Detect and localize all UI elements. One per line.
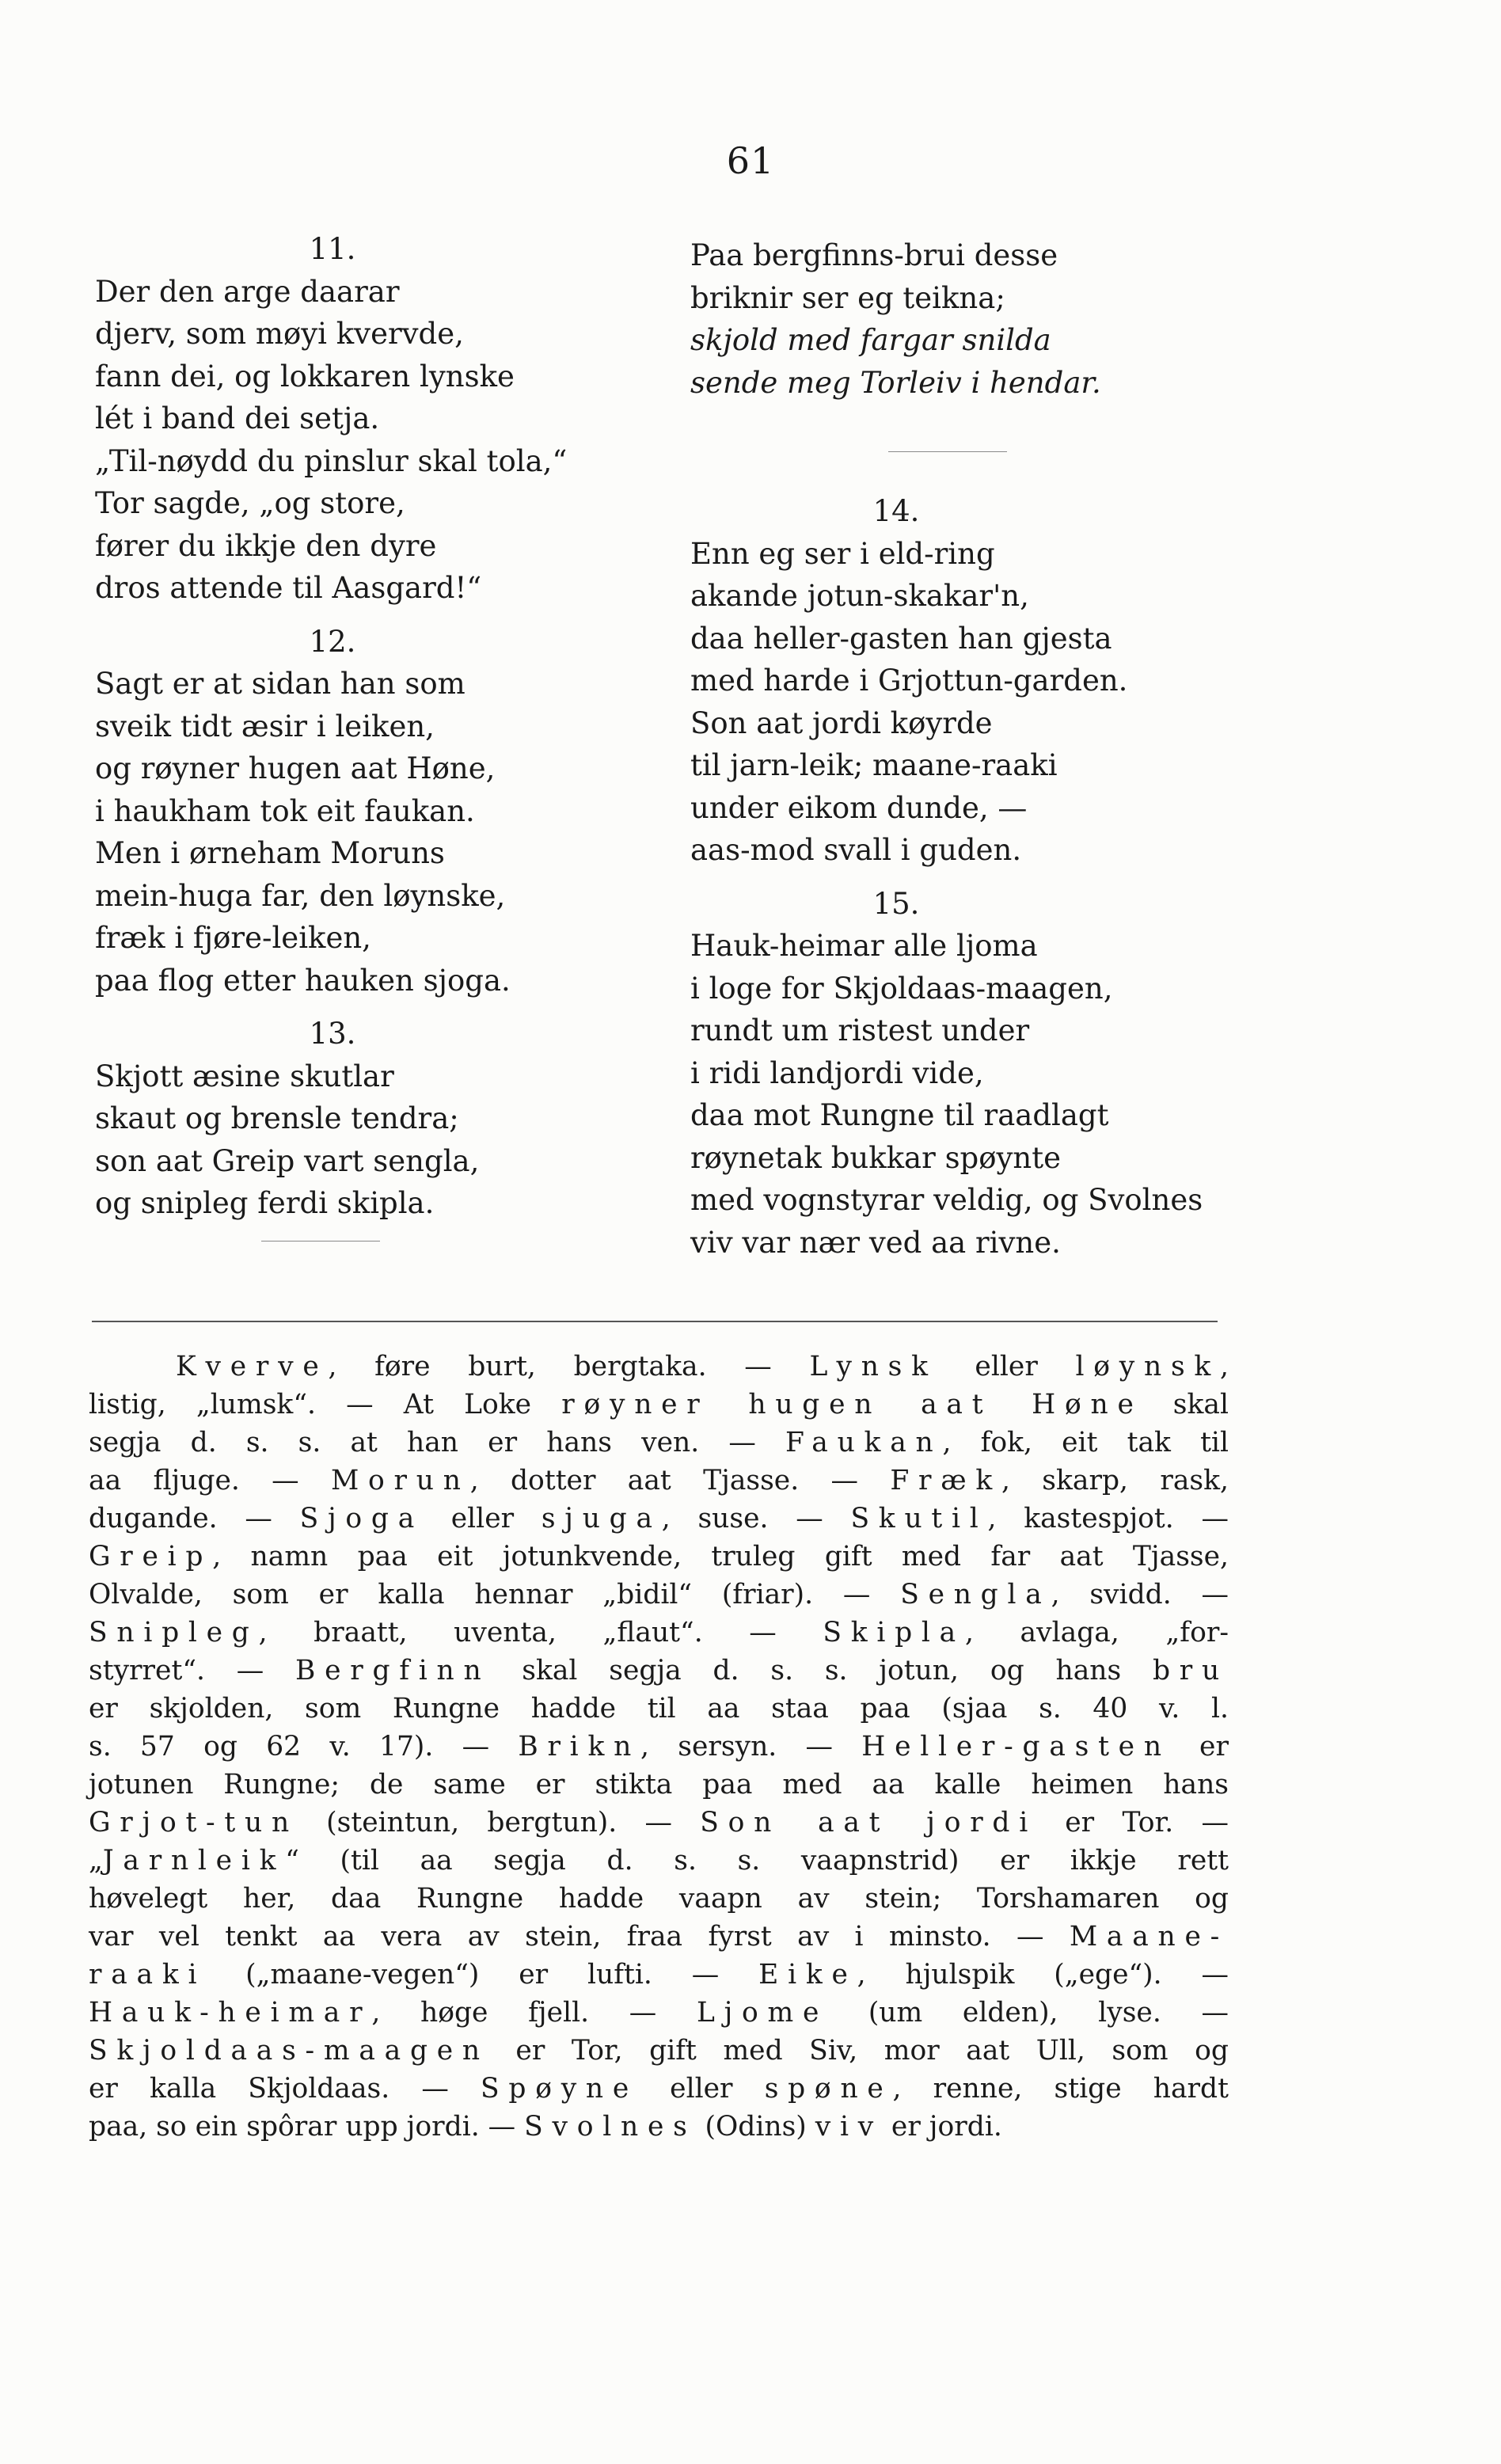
note-text: „ bbox=[89, 1845, 103, 1877]
verse-line: Paa bergfinns-brui desse bbox=[690, 238, 1058, 272]
verse-line: Hauk-heimar alle ljoma bbox=[690, 929, 1038, 963]
glossed-term: Fræk bbox=[890, 1465, 1002, 1496]
footnote-line bbox=[89, 1728, 1229, 1766]
stanza-number: 13. bbox=[309, 1017, 356, 1051]
glossed-term: sjuga bbox=[541, 1503, 662, 1534]
footnote-line bbox=[89, 1348, 1229, 1386]
note-text: , namn paa eit jotunkvende, truleg gift med far aat Tjasse, bbox=[212, 1541, 1229, 1572]
glossed-term: Son aat jordi bbox=[700, 1807, 1037, 1838]
note-text: er Tor, gift med Siv, mor aat Ull, som og bbox=[488, 2035, 1229, 2067]
stanza-number: 15. bbox=[872, 886, 920, 921]
verse-line: aas-mod svall i guden. bbox=[690, 833, 1022, 867]
note-text: , suse. — bbox=[661, 1503, 851, 1534]
note-text: skal segja d. s. s. jotun, og hans bbox=[490, 1655, 1153, 1686]
stanza-number: 14. bbox=[872, 494, 920, 528]
glossed-term: Ljome bbox=[696, 1997, 829, 2029]
glossed-term: Brikn bbox=[518, 1731, 641, 1762]
page-number: 61 bbox=[726, 139, 775, 182]
verse-line: i ridi landjordi vide, bbox=[690, 1055, 984, 1090]
footnote-line bbox=[89, 1880, 1229, 1918]
note-text: , skarp, rask, bbox=[1001, 1465, 1229, 1496]
note-text: , braatt, uventa, „flaut“. — bbox=[258, 1617, 823, 1648]
footnote-line bbox=[89, 1424, 1229, 1462]
left-column bbox=[95, 228, 602, 1242]
footnote-line bbox=[89, 1500, 1229, 1538]
footnote-line bbox=[89, 1614, 1229, 1652]
verse-line: og snipleg ferdi skipla. bbox=[95, 1186, 435, 1220]
footnote-line bbox=[89, 1804, 1229, 1842]
note-text: , renne, stige hardt bbox=[892, 2073, 1229, 2105]
glossed-term: Greip bbox=[89, 1541, 213, 1572]
footnotes bbox=[89, 1348, 1229, 2146]
verse-line: Men i ørneham Moruns bbox=[95, 836, 445, 870]
glossed-term: Faukan bbox=[785, 1427, 943, 1458]
verse-line-italic: sende meg Torleiv i hendar. bbox=[690, 365, 1101, 400]
footnote-line bbox=[89, 1652, 1229, 1690]
verse-line: Skjott æsine skutlar bbox=[95, 1059, 394, 1093]
glossed-term: Maane- bbox=[1069, 1921, 1229, 1953]
verse-line: fann dei, og lokkaren lynske bbox=[95, 359, 515, 394]
verse-line: paa flog etter hauken sjoga. bbox=[95, 963, 511, 998]
note-text: („maane-vegen“) er lufti. — bbox=[206, 1959, 759, 1991]
verse-line: mein-huga far, den løynske, bbox=[95, 878, 506, 913]
note-text: , fok, eit tak til bbox=[942, 1427, 1229, 1458]
footnote-line bbox=[89, 1538, 1229, 1576]
note-text: (um elden), lyse. — bbox=[828, 1997, 1229, 2029]
verse-line: son aat Greip vart sengla, bbox=[95, 1143, 480, 1178]
note-text: høvelegt her, daa Rungne hadde vaapn av stein; Torshamaren og bbox=[89, 1883, 1229, 1915]
note-text: paa, so ein spôrar upp jordi. — bbox=[89, 2111, 525, 2143]
note-text: listig, „lumsk“. — At Loke bbox=[89, 1389, 562, 1420]
note-text: eller bbox=[424, 1503, 542, 1534]
glossed-term: Grjot-tun bbox=[89, 1807, 298, 1838]
note-text: , hjulspik („ege“). — bbox=[857, 1959, 1229, 1991]
glossed-term: Skipla bbox=[823, 1617, 965, 1648]
stanza-end-rule bbox=[261, 1241, 380, 1242]
note-text: , kastespjot. — bbox=[987, 1503, 1229, 1534]
verse-line: Tor sagde, „og store, bbox=[95, 486, 405, 520]
verse-line: med harde i Grjottun-garden. bbox=[690, 664, 1128, 698]
note-text: er bbox=[1170, 1731, 1229, 1762]
note-text: , høge fjell. — bbox=[371, 1997, 697, 2029]
note-text: styrret“. — bbox=[89, 1655, 296, 1686]
glossed-term: spøne bbox=[764, 2073, 893, 2105]
note-text: aa fljuge. — bbox=[89, 1465, 331, 1496]
verse-line: røynetak bukkar spøynte bbox=[690, 1140, 1062, 1175]
footnote-line bbox=[89, 1576, 1229, 1614]
footnote-line bbox=[89, 1842, 1229, 1880]
verse-line: Enn eg ser i eld-ring bbox=[690, 536, 995, 571]
glossed-term: Bergfinn bbox=[295, 1655, 491, 1686]
verse-line: og røyner hugen aat Høne, bbox=[95, 751, 496, 785]
glossed-term: Svolnes bbox=[524, 2111, 697, 2143]
verse-line: daa heller-gasten han gjesta bbox=[690, 621, 1112, 656]
verse-line: Der den arge daarar bbox=[95, 274, 400, 309]
note-text: s. 57 og 62 v. 17). — bbox=[89, 1731, 519, 1762]
verse-line: sveik tidt æsir i leiken, bbox=[95, 709, 435, 743]
verse-line: viv var nær ved aa rivne. bbox=[690, 1225, 1061, 1260]
stanza-number: 12. bbox=[309, 624, 356, 659]
glossed-term: Morun bbox=[331, 1465, 470, 1496]
note-text: eller bbox=[638, 2073, 765, 2105]
glossed-term: bru bbox=[1152, 1655, 1229, 1686]
verse-line: til jarn-leik; maane-raaki bbox=[690, 748, 1058, 782]
footnote-line bbox=[89, 1690, 1229, 1728]
verse-line: daa mot Rungne til raadlagt bbox=[690, 1098, 1109, 1132]
footnote-line bbox=[89, 1462, 1229, 1500]
note-text: , bbox=[1220, 1351, 1229, 1382]
note-text: skal bbox=[1142, 1389, 1229, 1420]
glossed-term: viv bbox=[815, 2111, 883, 2143]
verse-line: i haukham tok eit faukan. bbox=[95, 793, 475, 828]
note-text: er jordi. bbox=[882, 2111, 1002, 2143]
note-text: , dotter aat Tjasse. — bbox=[469, 1465, 891, 1496]
footnote-line bbox=[89, 1956, 1229, 1994]
footnote-line bbox=[89, 1994, 1229, 2032]
note-text: er Tor. — bbox=[1037, 1807, 1229, 1838]
note-text: , avlaga, „for- bbox=[965, 1617, 1229, 1648]
verse-line: under eikom dunde, — bbox=[690, 790, 1028, 825]
verse-line: Son aat jordi køyrde bbox=[690, 705, 993, 740]
verse-line: lét i band dei setja. bbox=[95, 401, 380, 435]
glossed-term: Eike bbox=[758, 1959, 857, 1991]
glossed-term: Hauk-heimar bbox=[89, 1997, 372, 2029]
footnote-line bbox=[89, 2108, 1229, 2146]
footnote-divider bbox=[92, 1321, 1218, 1322]
note-text: , føre burt, bergtaka. — bbox=[328, 1351, 810, 1382]
glossed-term: Skjoldaas-maagen bbox=[89, 2035, 489, 2067]
footnote-line bbox=[89, 1918, 1229, 1956]
verse-line: med vognstyrar veldig, og Svolnes bbox=[690, 1183, 1203, 1217]
verse-line: fræk i fjøre-leiken, bbox=[95, 921, 371, 955]
right-column bbox=[690, 234, 1403, 1264]
verse-line-italic: skjold med fargar snilda bbox=[690, 323, 1051, 357]
glossed-term: raaki bbox=[89, 1959, 207, 1991]
verse-line: rundt um ristest under bbox=[690, 1013, 1030, 1048]
verse-line: Sagt er at sidan han som bbox=[95, 667, 466, 701]
footnote-line bbox=[89, 2070, 1229, 2108]
glossed-term: Sengla bbox=[900, 1579, 1051, 1610]
note-text: (Odins) bbox=[696, 2111, 815, 2143]
verse-line: fører du ikkje den dyre bbox=[95, 528, 437, 563]
verse-line: dros attende til Aasgard!“ bbox=[95, 571, 482, 605]
note-text: , sersyn. — bbox=[640, 1731, 862, 1762]
glossed-term: Jarnleik bbox=[102, 1845, 286, 1877]
glossed-term: Kverve bbox=[176, 1351, 329, 1382]
glossed-term: Heller-gasten bbox=[861, 1731, 1171, 1762]
glossed-term: Skutil bbox=[850, 1503, 988, 1534]
note-text: var vel tenkt aa vera av stein, fraa fyrst av i minsto. — bbox=[89, 1921, 1070, 1953]
verse-line: akande jotun-skakar'n, bbox=[690, 579, 1029, 613]
note-text: (steintun, bergtun). — bbox=[298, 1807, 701, 1838]
note-text: dugande. — bbox=[89, 1503, 300, 1534]
verse-line: skaut og brensle tendra; bbox=[95, 1101, 459, 1135]
note-text: jotunen Rungne; de same er stikta paa med aa kalle heimen hans bbox=[89, 1769, 1229, 1800]
note-text: er skjolden, som Rungne hadde til aa staa paa (sjaa s. 40 v. l. bbox=[89, 1693, 1229, 1724]
verse-line: i loge for Skjoldaas-maagen, bbox=[690, 971, 1113, 1006]
note-text: , svidd. — bbox=[1051, 1579, 1229, 1610]
verse-line: briknir ser eg teikna; bbox=[690, 280, 1005, 315]
glossed-term: Snipleg bbox=[89, 1617, 259, 1648]
note-text: “ (til aa segja d. s. s. vaapnstrid) er ikkje rett bbox=[285, 1845, 1229, 1877]
glossed-term: løynsk bbox=[1075, 1351, 1221, 1382]
verse-line: djerv, som møyi kvervde, bbox=[95, 317, 464, 351]
note-text: segja d. s. s. at han er hans ven. — bbox=[89, 1427, 785, 1458]
stanza-number: 11. bbox=[309, 232, 356, 266]
glossed-term: røyner hugen aat Høne bbox=[561, 1389, 1143, 1420]
glossed-term: Sjoga bbox=[299, 1503, 424, 1534]
section-rule bbox=[888, 451, 1007, 452]
footnote-line bbox=[89, 2032, 1229, 2070]
glossed-term: Lynsk bbox=[809, 1351, 937, 1382]
verse-line: „Til-nøydd du pinslur skal tola,“ bbox=[95, 443, 568, 478]
footnote-line bbox=[89, 1766, 1229, 1804]
glossed-term: Spøyne bbox=[481, 2073, 639, 2105]
footnote-line bbox=[89, 1386, 1229, 1424]
note-text: Olvalde, som er kalla hennar „bidil“ (friar). — bbox=[89, 1579, 901, 1610]
note-text: er kalla Skjoldaas. — bbox=[89, 2073, 481, 2105]
note-text: eller bbox=[937, 1351, 1076, 1382]
